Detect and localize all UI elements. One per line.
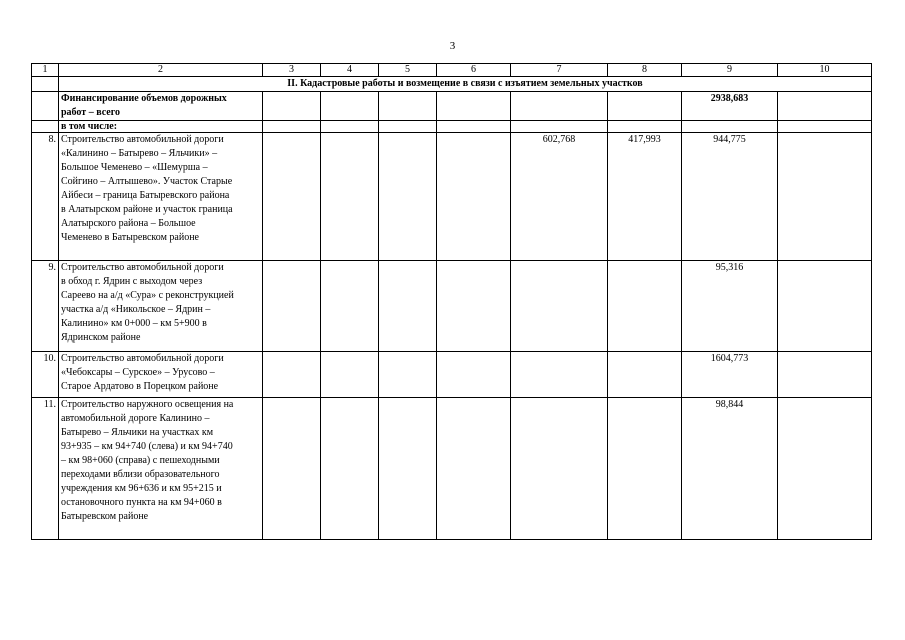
row-description: Строительство наружного освещения на автомобильной дороге Калинино – Батырево – Яльчики на участках км 93+935 – км 94+740 (слева) и км 94+740 – км 98+060 (справа) с пешеходными переходами вблизи образовательного учреждения км 96+636 и км 95+215 и остановочного пункта на км 94+060 в Батыревском районе xyxy=(59,398,263,540)
row-description: Строительство автомобильной дороги «Калинино – Батырево – Яльчики» – Большое Чеменево – «Шемурша – Сойгино – Алтышево». Участок Старые Айбеси – граница Батыревского района в Алатырском районе и участок граница Алатырского района – Большое Чеменево в Батыревском районе xyxy=(59,133,263,261)
row-col7-value xyxy=(511,261,608,352)
col-header-1: 1 xyxy=(32,64,59,77)
col-header-10: 10 xyxy=(778,64,872,77)
row-description: Строительство автомобильной дороги «Чебоксары – Сурское» – Урусово – Старое Ардатово в Порецком районе xyxy=(59,352,263,398)
row-col9-value: 95,316 xyxy=(682,261,778,352)
row-number: 9. xyxy=(32,261,59,352)
row-col9-value: 1604,773 xyxy=(682,352,778,398)
row-col7-value xyxy=(511,352,608,398)
row-col7-value: 602,768 xyxy=(511,133,608,261)
section-title-row xyxy=(32,77,872,92)
col-header-7: 7 xyxy=(511,64,608,77)
row-col9-value: 944,775 xyxy=(682,133,778,261)
table-row xyxy=(32,398,872,540)
col-header-6: 6 xyxy=(437,64,511,77)
cadastral-works-table xyxy=(31,63,872,540)
col-header-8: 8 xyxy=(608,64,682,77)
row-col7-value xyxy=(511,398,608,540)
financing-label: Финансирование объемов дорожных работ – всего xyxy=(59,92,263,121)
row-number: 8. xyxy=(32,133,59,261)
col-header-2: 2 xyxy=(59,64,263,77)
including-row xyxy=(32,121,872,133)
row-col8-value xyxy=(608,398,682,540)
table-row xyxy=(32,133,872,261)
col-header-9: 9 xyxy=(682,64,778,77)
row-number: 10. xyxy=(32,352,59,398)
section-title: II. Кадастровые работы и возмещение в связи с изъятием земельных участков xyxy=(59,77,872,92)
table-row xyxy=(32,352,872,398)
row-col8-value: 417,993 xyxy=(608,133,682,261)
page-number: 3 xyxy=(449,40,456,52)
row-col8-value xyxy=(608,352,682,398)
row-description: Строительство автомобильной дороги в обход г. Ядрин с выходом через Сареево на а/д «Сура» с реконструкцией участка а/д «Никольское – Ядрин – Калинино» км 0+000 – км 5+900 в Ядринском районе xyxy=(59,261,263,352)
col-header-5: 5 xyxy=(379,64,437,77)
column-number-header-row xyxy=(32,64,872,77)
row-col8-value xyxy=(608,261,682,352)
col-header-3: 3 xyxy=(263,64,321,77)
financing-total-col9: 2938,683 xyxy=(682,92,778,121)
row-col9-value: 98,844 xyxy=(682,398,778,540)
table-row xyxy=(32,261,872,352)
financing-row xyxy=(32,92,872,121)
col-header-4: 4 xyxy=(321,64,379,77)
including-label: в том числе: xyxy=(59,121,263,133)
row-number: 11. xyxy=(32,398,59,540)
